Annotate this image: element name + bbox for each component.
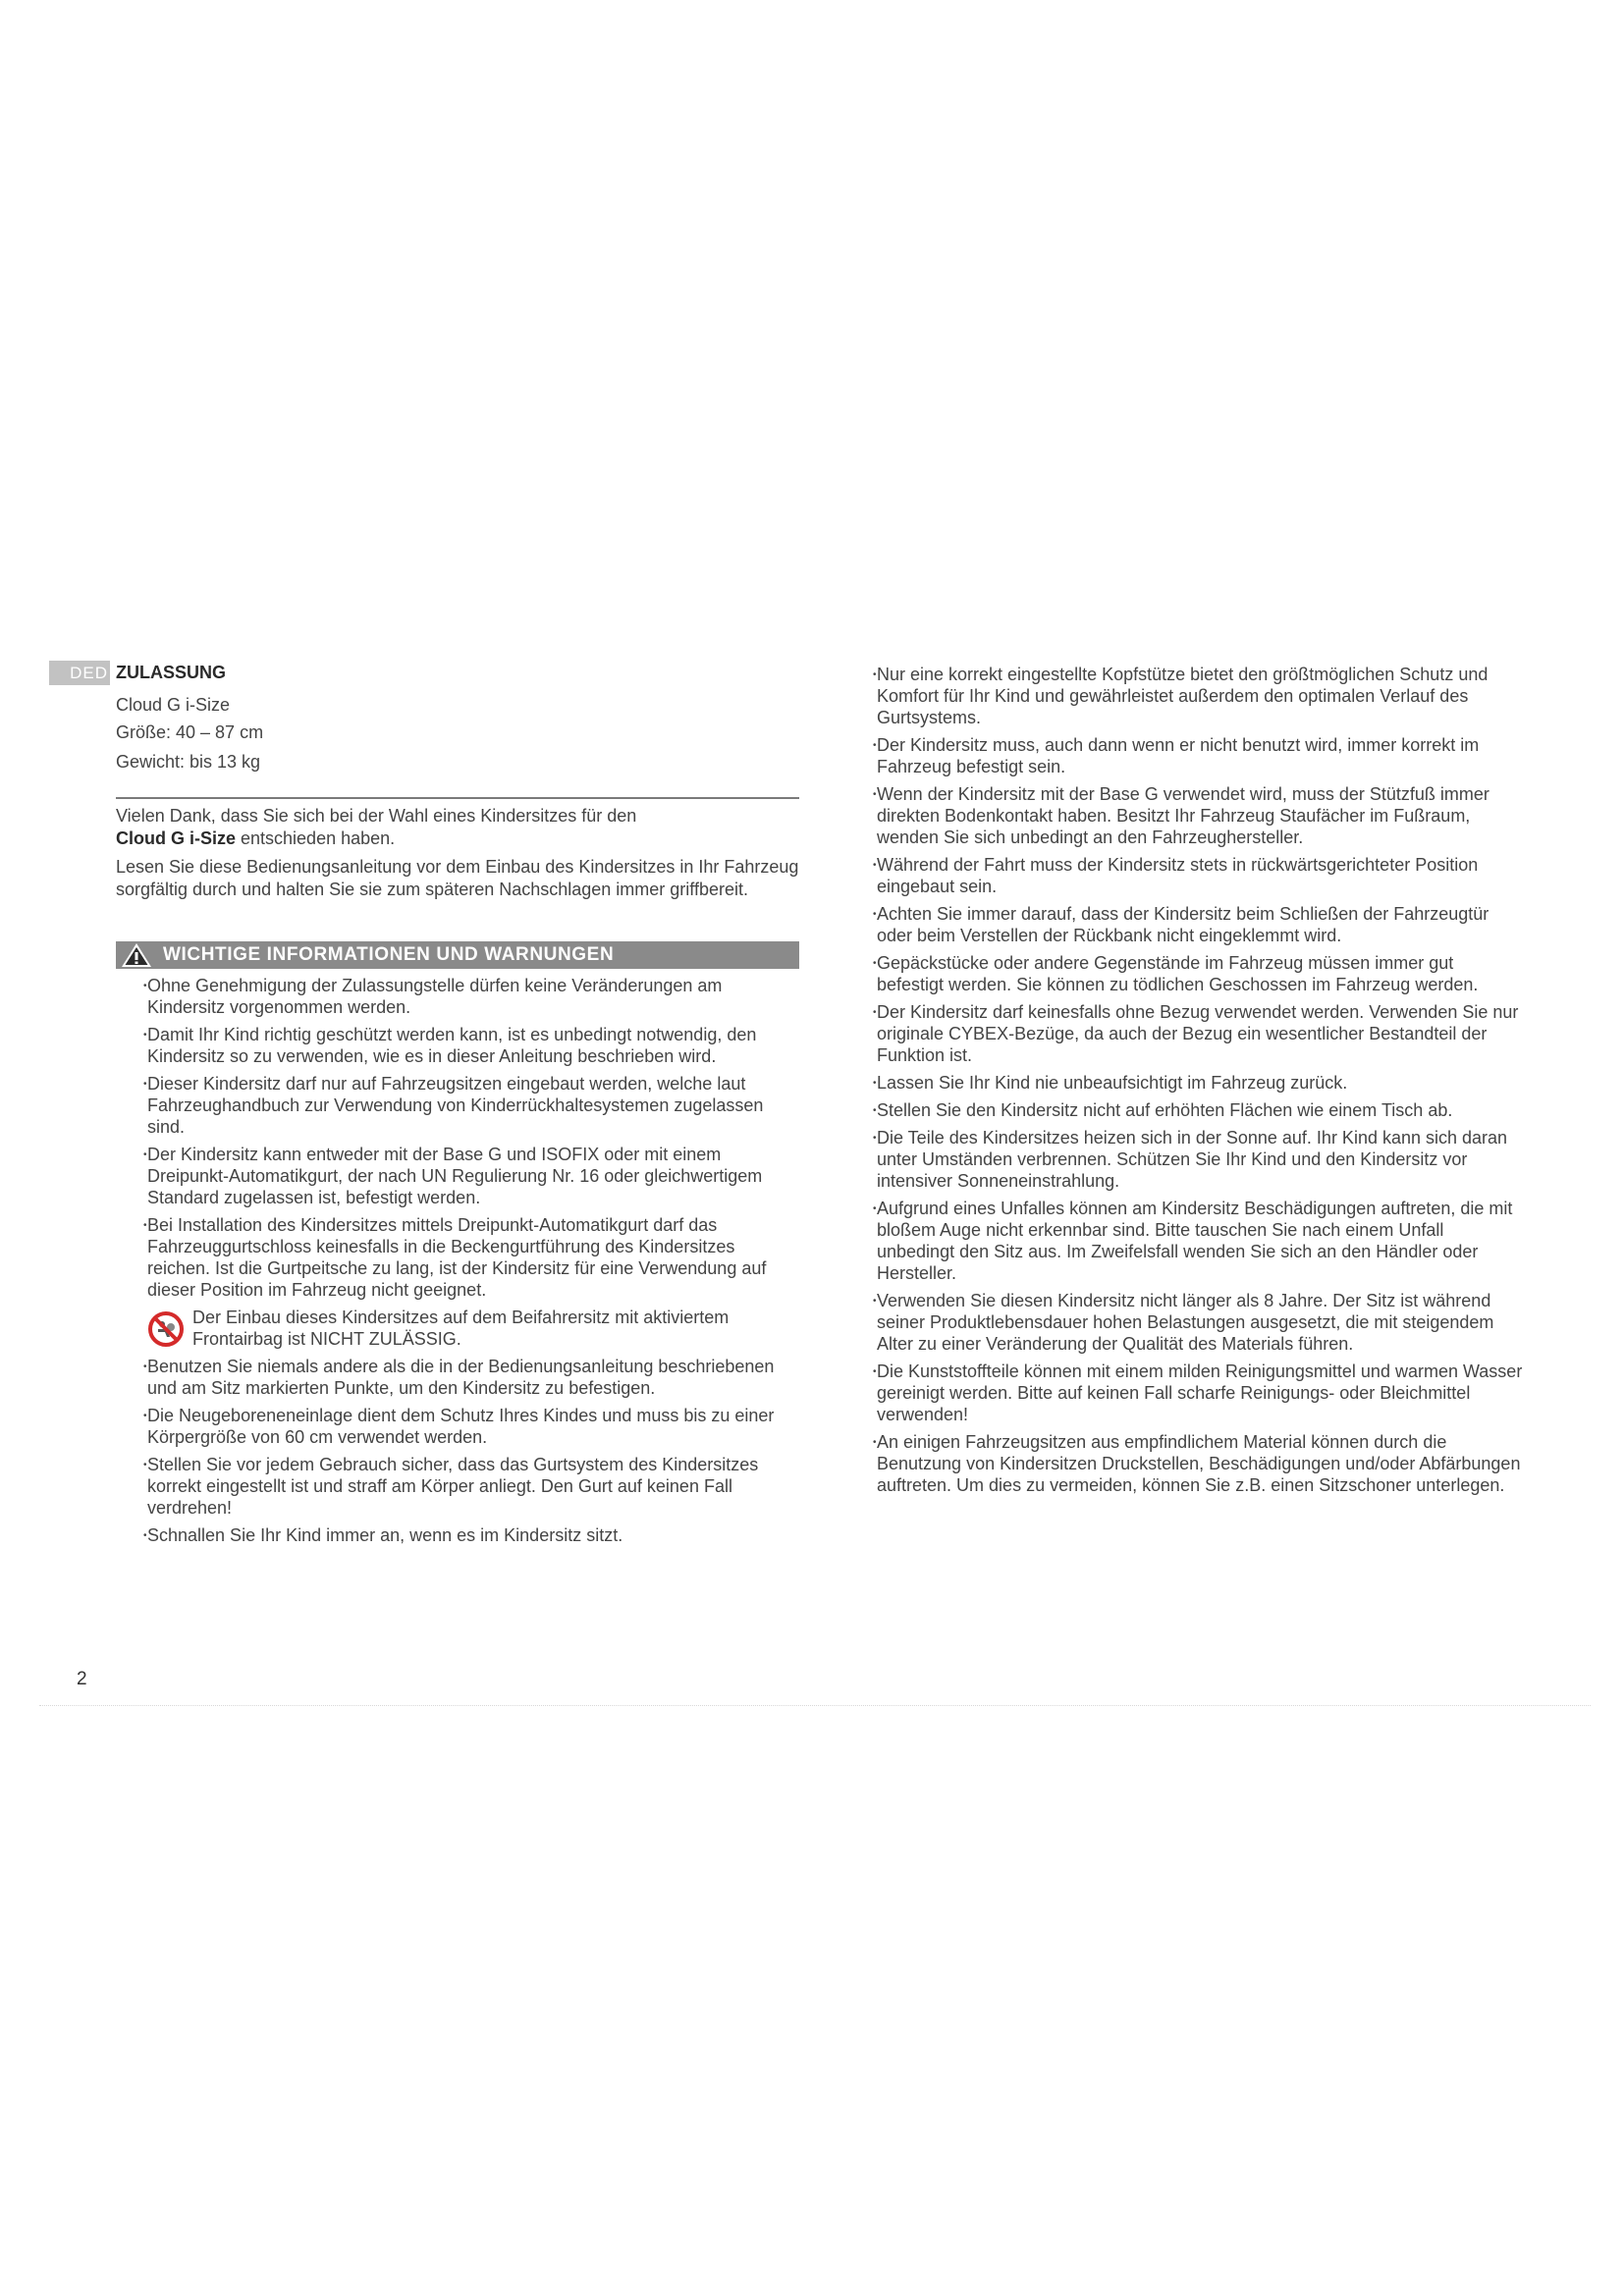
model-name: Cloud G i-Size <box>116 695 231 715</box>
bullet-icon: • <box>873 789 877 800</box>
bullet-icon: • <box>873 1007 877 1018</box>
bullet-icon: • <box>873 1296 877 1307</box>
airbag-note <box>147 1307 785 1350</box>
warning-item <box>873 1431 1525 1496</box>
warning-item <box>143 1454 785 1519</box>
bullet-icon: • <box>873 958 877 969</box>
warning-item <box>873 952 1525 995</box>
warning-text: Aufgrund eines Unfalles können am Kindersitz Beschädigungen auftreten, die mit bloßem Auge nicht erkennbar sind. Bitte tauschen Sie nach einem Unfall unbedingt den Sitz aus. Im Zweifelsfall wenden Sie sich an den Händler oder Hersteller. <box>877 1199 1513 1283</box>
footer-divider <box>39 1705 1591 1707</box>
warning-item <box>873 854 1525 897</box>
warning-text: Die Neugeboreneneinlage dient dem Schutz Ihres Kindes und muss bis zu einer Körpergröße von 60 cm verwendet werden. <box>147 1406 775 1447</box>
no-airbag-icon <box>147 1310 185 1348</box>
bullet-icon: • <box>143 1030 147 1041</box>
warning-item <box>873 1198 1525 1284</box>
warning-item <box>143 1024 785 1067</box>
warnings-right-column <box>873 664 1525 1502</box>
warning-item <box>143 1144 785 1208</box>
warning-item <box>143 1214 785 1301</box>
warnings-header <box>116 941 799 969</box>
bullet-icon: • <box>143 1079 147 1090</box>
warning-text: Der Kindersitz kann entweder mit der Base G und ISOFIX oder mit einem Dreipunkt-Automatikgurt, der nach UN Regulierung Nr. 16 oder gleichwertigem Standard zugelassen ist, befestigt werden. <box>147 1145 763 1207</box>
warning-text: Lassen Sie Ihr Kind nie unbeaufsichtigt im Fahrzeug zurück. <box>877 1073 1348 1093</box>
warning-text: Nur eine korrekt eingestellte Kopfstütze bietet den größtmöglichen Schutz und Komfort für Ihr Kind und gewährleistet außerdem den optimalen Verlauf des Gurtsystems. <box>877 665 1489 727</box>
airbag-note-text: Der Einbau dieses Kindersitzes auf dem Beifahrersitz mit aktiviertem Frontairbag ist NICHT ZULÄSSIG. <box>192 1308 730 1349</box>
bullet-icon: • <box>143 1411 147 1421</box>
warning-text: Wenn der Kindersitz mit der Base G verwendet wird, muss der Stützfuß immer direkten Bodenkontakt haben. Besitzt Ihr Fahrzeug Staufächer im Fußraum, wenden Sie sich unbedingt an den Fahrzeughersteller. <box>877 784 1489 847</box>
thanks-suffix: entschieden haben. <box>236 828 396 848</box>
warning-item <box>873 734 1525 777</box>
page-number: 2 <box>77 1669 87 1689</box>
bullet-icon: • <box>143 1530 147 1541</box>
warning-item <box>143 1405 785 1448</box>
bullet-icon: • <box>873 740 877 751</box>
warning-item <box>873 903 1525 946</box>
warning-text: Verwenden Sie diesen Kindersitz nicht länger als 8 Jahre. Der Sitz ist während seiner Produktlebensdauer hohen Belastungen ausgesetzt, die mit steigendem Alter zu einer Veränderung der Qualität des Materials führen. <box>877 1291 1494 1354</box>
bullet-icon: • <box>143 1220 147 1231</box>
warning-text: Dieser Kindersitz darf nur auf Fahrzeugsitzen eingebaut werden, welche laut Fahrzeughandbuch zur Verwendung von Kinderrückhaltesystemen zugelassen sind. <box>147 1074 764 1137</box>
warning-text: Damit Ihr Kind richtig geschützt werden kann, ist es unbedingt notwendig, den Kindersitz so zu verwenden, wie es in dieser Anleitung beschrieben wird. <box>147 1025 757 1066</box>
warning-text: Ohne Genehmigung der Zulassungstelle dürfen keine Veränderungen am Kindersitz vorgenommen werden. <box>147 976 723 1017</box>
warning-item <box>873 664 1525 728</box>
warning-text: Achten Sie immer darauf, dass der Kindersitz beim Schließen der Fahrzeugtür oder beim Verstellen der Rückbank nicht eingeklemmt wird. <box>877 904 1489 945</box>
warnings-title: WICHTIGE INFORMATIONEN UND WARNUNGEN <box>163 944 615 965</box>
bullet-icon: • <box>873 1133 877 1144</box>
intro-text <box>116 805 799 901</box>
warning-item <box>873 1127 1525 1192</box>
weight-limit: Gewicht: bis 13 kg <box>116 752 261 772</box>
warning-text: Bei Installation des Kindersitzes mittels Dreipunkt-Automatikgurt darf das Fahrzeuggurtschloss keinesfalls in die Beckengurtführung des Kindersitzes reichen. Ist die Gurtpeitsche zu lang, ist der Kindersitz für eine Verwendung auf dieser Position im Fahrzeug nicht geeignet. <box>147 1215 767 1300</box>
warning-text: Während der Fahrt muss der Kindersitz stets in rückwärtsgerichteter Position eingebaut sein. <box>877 855 1479 896</box>
read-manual-paragraph: Lesen Sie diese Bedienungsanleitung vor dem Einbau des Kindersitzes in Ihr Fahrzeug sorgfältig durch und halten Sie sie zum späteren Nachschlagen immer griffbereit. <box>116 857 799 899</box>
divider <box>116 797 799 799</box>
product-name: Cloud G i-Size <box>116 828 237 848</box>
bullet-icon: • <box>873 1437 877 1448</box>
bullet-icon: • <box>873 669 877 680</box>
bullet-icon: • <box>873 1366 877 1377</box>
section-title: ZULASSUNG <box>116 663 226 682</box>
bullet-icon: • <box>143 1362 147 1372</box>
warning-text: Die Teile des Kindersitzes heizen sich in der Sonne auf. Ihr Kind kann sich daran unter Umständen verbrennen. Schützen Sie Ihr Kind und den Kindersitz vor intensiver Sonneneinstrahlung. <box>877 1128 1508 1191</box>
warning-text: Stellen Sie den Kindersitz nicht auf erhöhten Flächen wie einem Tisch ab. <box>877 1100 1453 1120</box>
warning-text: Gepäckstücke oder andere Gegenstände im Fahrzeug müssen immer gut befestigt werden. Sie können zu tödlichen Geschossen im Fahrzeug werden. <box>877 953 1479 994</box>
size-range: Größe: 40 – 87 cm <box>116 722 264 742</box>
language-tab: DED <box>49 661 110 685</box>
warning-item <box>143 975 785 1018</box>
warning-item <box>873 1001 1525 1066</box>
bullet-icon: • <box>873 1078 877 1089</box>
warning-item <box>143 1073 785 1138</box>
warning-triangle-icon <box>121 942 152 968</box>
warning-text: Benutzen Sie niemals andere als die in der Bedienungsanleitung beschriebenen und am Sitz markierten Punkte, um den Kindersitz zu befestigen. <box>147 1357 775 1398</box>
warning-item <box>873 1361 1525 1425</box>
warning-text: Schnallen Sie Ihr Kind immer an, wenn es im Kindersitz sitzt. <box>147 1525 623 1545</box>
bullet-icon: • <box>873 1105 877 1116</box>
warning-item <box>873 783 1525 848</box>
warning-item <box>143 1356 785 1399</box>
bullet-icon: • <box>873 1203 877 1214</box>
warning-text: Der Kindersitz muss, auch dann wenn er nicht benutzt wird, immer korrekt im Fahrzeug befestigt sein. <box>877 735 1480 776</box>
warning-item <box>873 1290 1525 1355</box>
bullet-icon: • <box>873 860 877 871</box>
bullet-icon: • <box>143 1460 147 1470</box>
warning-text: Die Kunststoffteile können mit einem milden Reinigungsmittel und warmen Wasser gereinigt werden. Bitte auf keinen Fall scharfe Reinigungs- oder Bleichmittel verwenden! <box>877 1362 1523 1424</box>
warning-item <box>873 1099 1525 1121</box>
bullet-icon: • <box>143 981 147 991</box>
warning-text: Der Kindersitz darf keinesfalls ohne Bezug verwendet werden. Verwenden Sie nur originale CYBEX-Bezüge, da auch der Bezug ein wesentlicher Bestandteil der Funktion ist. <box>877 1002 1519 1065</box>
warning-item <box>143 1524 785 1546</box>
bullet-icon: • <box>143 1149 147 1160</box>
bullet-icon: • <box>873 909 877 920</box>
warnings-left-column <box>143 975 785 1552</box>
thanks-prefix: Vielen Dank, dass Sie sich bei der Wahl eines Kindersitzes für den <box>116 806 637 826</box>
warning-text: Stellen Sie vor jedem Gebrauch sicher, dass das Gurtsystem des Kindersitzes korrekt eingestellt ist und straff am Körper anliegt. Den Gurt auf keinen Fall verdrehen! <box>147 1455 759 1518</box>
warning-item <box>873 1072 1525 1094</box>
warning-text: An einigen Fahrzeugsitzen aus empfindlichem Material können durch die Benutzung von Kindersitzen Druckstellen, Beschädigungen und/oder Abfärbungen auftreten. Um dies zu vermeiden, können Sie z.B. einen Sitzschoner unterlegen. <box>877 1432 1521 1495</box>
thanks-paragraph <box>116 805 799 850</box>
